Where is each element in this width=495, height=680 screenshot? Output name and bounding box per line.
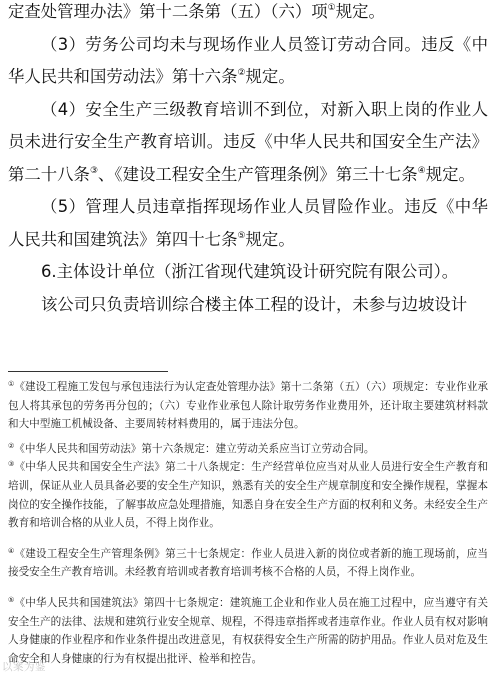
footnote-mark: ② (8, 441, 15, 450)
footnote-2 (8, 440, 488, 459)
footnote-3 (8, 458, 488, 532)
footnote-ref-3[interactable]: ③ (89, 165, 99, 176)
footnote-1 (8, 378, 488, 434)
paragraph-text: （5）管理人员违章指挥现场作业人员冒险作业。违反《中华人民共和国建筑法》第四十七条 (8, 197, 488, 249)
paragraph-continuation (8, 0, 488, 29)
paragraph-text: 、《建设工程安全生产管理条例》第三十七条 (98, 164, 418, 184)
footnote-ref-4[interactable]: ④ (417, 165, 426, 176)
section-heading-design-unit: 6.主体设计单位（浙江省现代建筑设计研究院有限公司）。 (41, 262, 459, 281)
footnote-5 (8, 594, 488, 668)
footnote-4 (8, 545, 488, 582)
paragraph-item-3 (8, 29, 488, 94)
paragraph-item-5 (8, 191, 488, 256)
footnote-text: 《中华人民共和国建筑法》第四十七条规定：建筑施工企业和作业人员在施工过程中，应当遵守有关安全生产的法律、法规和建筑行业安全规章、规程，不得违章指挥或者违章作业。作业人员有权对影响人身健康的作业程序和作业条件提出改进意见，有权获得安全生产所需的防护用品。作业人员对危及生命安全和人身健康的行为有权提出批评、检举和控告。 (8, 596, 488, 665)
footnote-mark: ① (8, 380, 15, 388)
footnotes (8, 378, 488, 668)
paragraph-text: 规定。 (245, 67, 295, 86)
footnote-text: 《中华人民共和国安全生产法》第二十八条规定：生产经营单位应当对从业人员进行安全生产教育和培训，保证从业人员具备必要的安全生产知识，熟悉有关的安全生产规章制度和安全操作规程，掌握本岗位的安全操作技能，了解事故应急处理措施，知悉自身在安全生产方面的权利和义务。未经安全生产教育和培训合格的从业人员，不得上岗作业。 (8, 461, 488, 530)
footnote-ref-1[interactable]: ① (327, 3, 336, 13)
paragraph-text: （3）劳务公司均未与现场作业人员签订劳动合同。违反《中华人民共和国劳动法》第十六条 (8, 34, 488, 86)
paragraph-text: 规定。 (245, 229, 295, 249)
footnote-text: 《建设工程施工发包与承包违法行为认定查处管理办法》第十二条第（五）（六）项规定：专业作业承包人将其承包的劳务再分包的；（六）专业作业承包人除计取劳务作业费用外，还计取主要建筑材料款和大中型施工机械设备、主要周转材料费用的，属于违法分包。 (8, 381, 488, 431)
paragraph-text: （4）安全生产三级教育培训不到位，对新入职上岗的作业人员未进行安全生产教育培训。违反《中华人民共和国安全生产法》第二十八条 (8, 99, 488, 184)
footnote-ref-5[interactable]: ⑤ (237, 230, 246, 241)
body-text (8, 0, 488, 321)
footnote-text: 《建设工程安全生产管理条例》第三十七条规定：作业人员进入新的岗位或者新的施工现场前，应当接受安全生产教育培训。未经教育培训或者教育培训考核不合格的人员，不得上岗作业。 (8, 547, 488, 579)
footnote-ref-2[interactable]: ② (237, 68, 246, 78)
footnote-separator (8, 371, 168, 372)
watermark: 以案为鉴 (2, 661, 46, 673)
paragraph-text: 规定。 (335, 2, 385, 21)
footnote-mark: ③ (8, 460, 15, 469)
footnote-mark: ④ (8, 546, 15, 555)
paragraph-item-4 (8, 94, 488, 192)
paragraph-text: 定查处管理办法》第十二条第（五）（六）项 (8, 2, 328, 21)
footnote-mark: ⑤ (8, 595, 15, 604)
paragraph-text: 规定。 (425, 164, 475, 184)
paragraph-design-unit: 该公司只负责培训综合楼主体工程的设计，未参与边坡设计 (41, 294, 468, 314)
footnote-text: 《中华人民共和国劳动法》第十六条规定：建立劳动关系应当订立劳动合同。 (14, 442, 375, 455)
